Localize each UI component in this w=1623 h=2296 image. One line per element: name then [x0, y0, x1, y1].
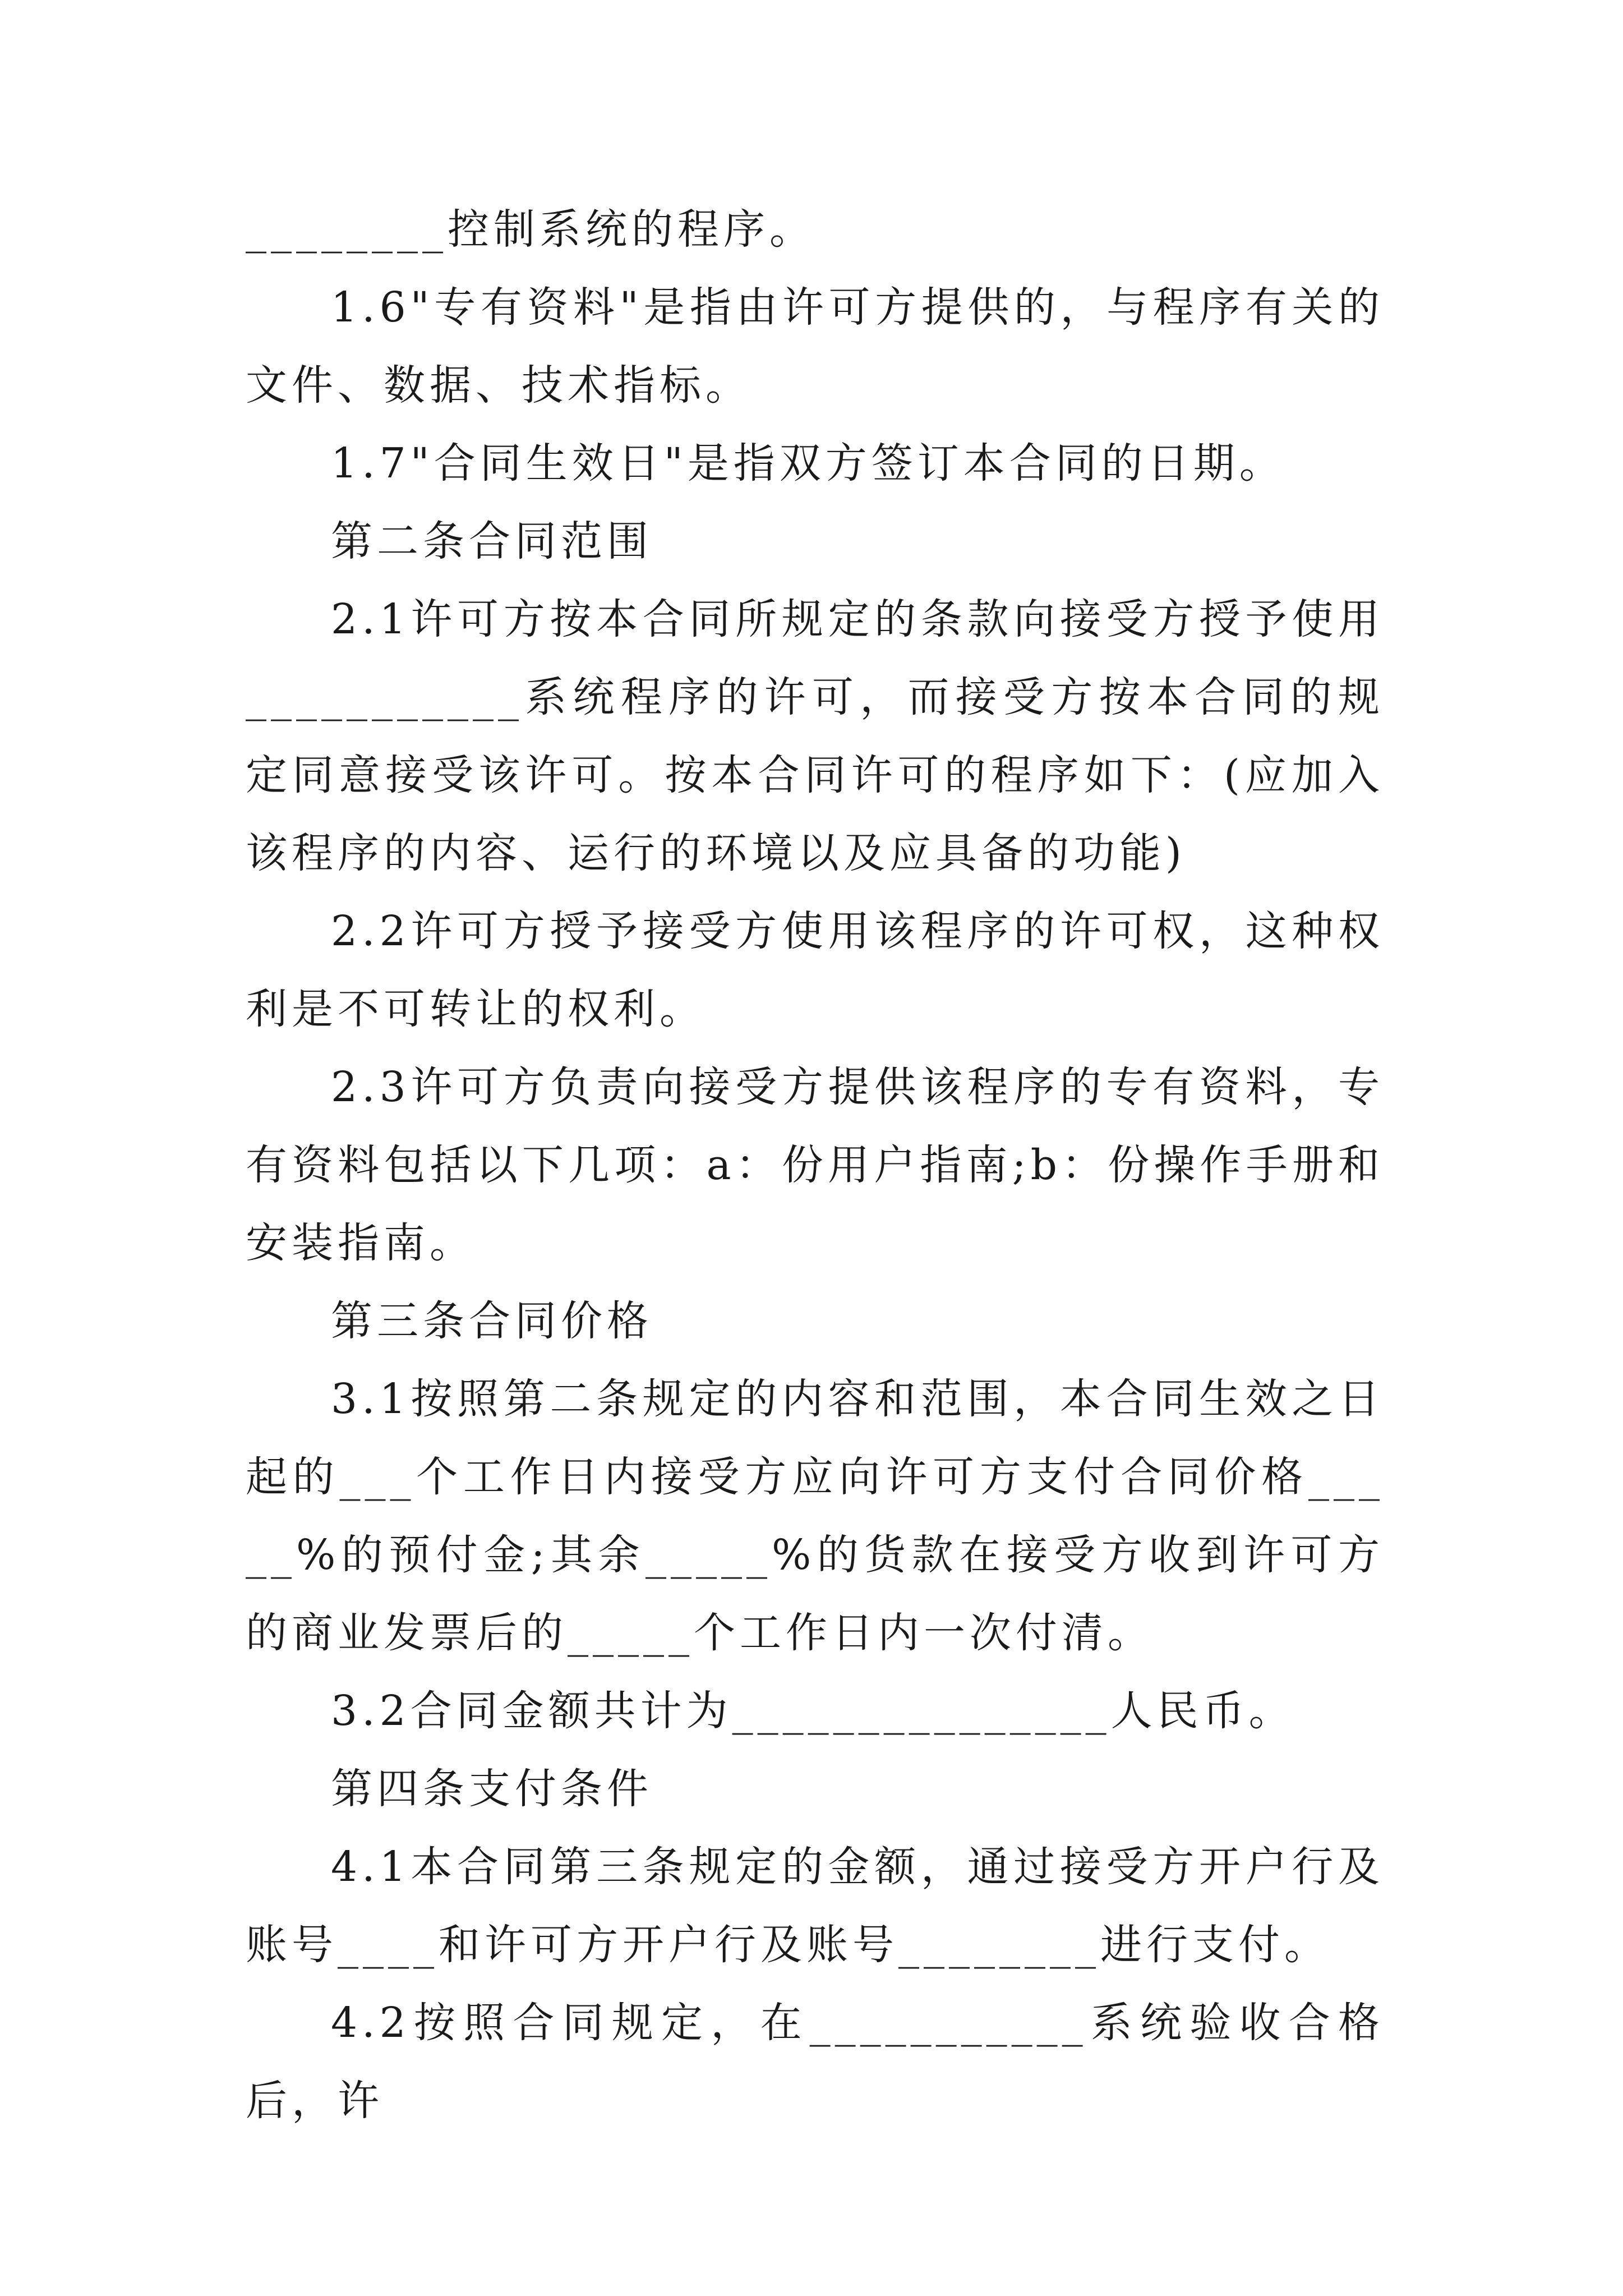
paragraph-program-control: ________控制系统的程序。: [246, 205, 815, 254]
paragraph-2-3: 2.3许可方负责向接受方提供该程序的专有资料，专有资料包括以下几项：a：份用户指南;b：份操作手册和安装指南。: [246, 1063, 1384, 1267]
heading-article-2: 第二条合同范围: [331, 517, 653, 565]
paragraph-4-1: 4.1本合同第三条规定的金额，通过接受方开户行及账号____和许可方开户行及账号________进行支付。: [246, 1843, 1384, 1969]
heading-article-3: 第三条合同价格: [331, 1297, 653, 1345]
heading-article-4: 第四条支付条件: [331, 1765, 653, 1813]
document-body: [246, 191, 1384, 2140]
paragraph-1-6: 1.6"专有资料"是指由许可方提供的，与程序有关的文件、数据、技术指标。: [246, 283, 1384, 409]
paragraph-1-7: 1.7"合同生效日"是指双方签订本合同的日期。: [331, 439, 1285, 487]
paragraph-3-2: 3.2合同金额共计为_______________人民币。: [331, 1687, 1295, 1735]
paragraph-2-2: 2.2许可方授予接受方使用该程序的许可权，这种权利是不可转让的权利。: [246, 907, 1384, 1033]
paragraph-2-1: 2.1许可方按本合同所规定的条款向接受方授予使用___________系统程序的许可，而接受方按本合同的规定同意接受该许可。按本合同许可的程序如下：(应加入该程序的内容、运行的环境以及应具备的功能): [246, 595, 1384, 877]
paragraph-4-2: 4.2按照合同规定，在___________系统验收合格后，许: [246, 1999, 1384, 2125]
paragraph-3-1: 3.1按照第二条规定的内容和范围，本合同生效之日起的___个工作日内接受方应向许可方支付合同价格_____%的预付金;其余_____%的货款在接受方收到许可方的商业发票后的_____个工作日内一次付清。: [246, 1375, 1384, 1657]
